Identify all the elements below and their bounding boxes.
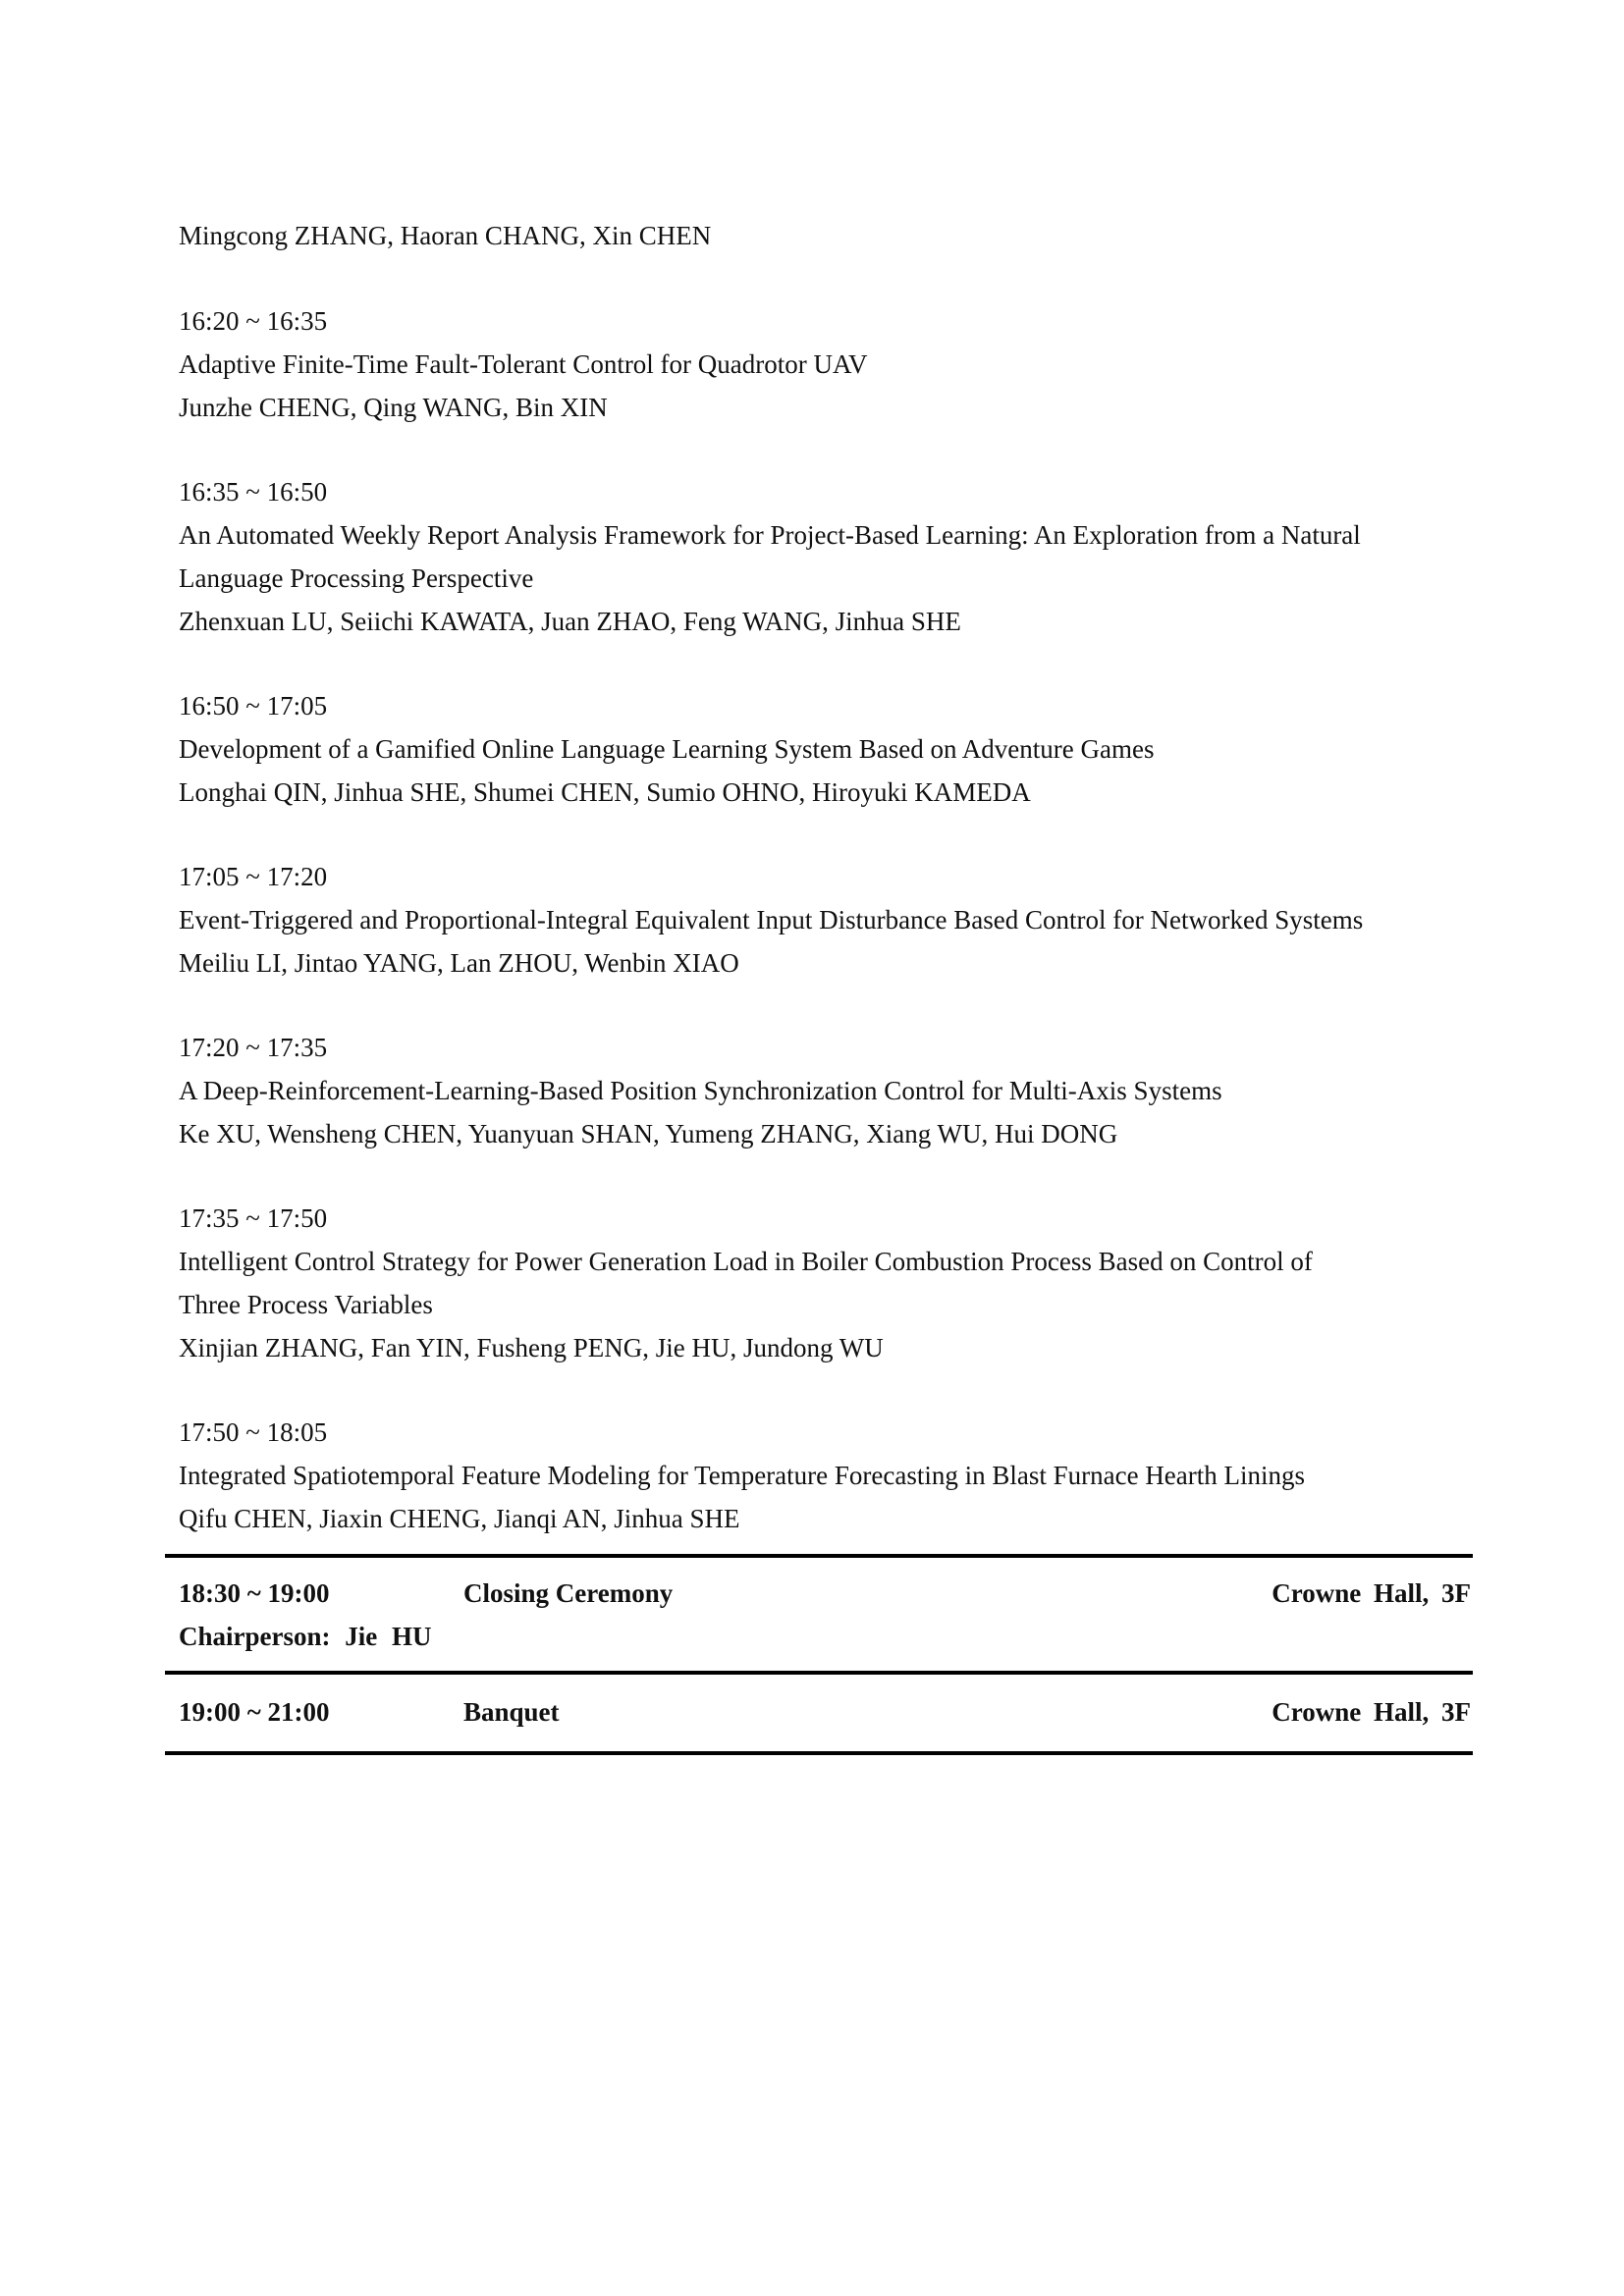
event-venue: Crowne Hall, 3F (1272, 1697, 1471, 1727)
paper-time: 17:20 ~ 17:35 (179, 1033, 328, 1062)
event-name: Closing Ceremony (463, 1578, 674, 1608)
paper-time: 17:35 ~ 17:50 (179, 1203, 328, 1233)
continued-paper-authors: Mingcong ZHANG, Haoran CHANG, Xin CHEN (179, 221, 712, 250)
paper-title: Adaptive Finite-Time Fault-Tolerant Control for Quadrotor UAV (179, 349, 868, 379)
paper-time: 16:35 ~ 16:50 (179, 477, 328, 507)
closing-ceremony-row (179, 1572, 1471, 1658)
event-time: 18:30 ~ 19:00 (179, 1578, 330, 1608)
paper-authors: Zhenxuan LU, Seiichi KAWATA, Juan ZHAO, Feng WANG, Jinhua SHE (179, 607, 961, 636)
paper-title: Event-Triggered and Proportional-Integral Equivalent Input Disturbance Based Control for Networked Systems (179, 905, 1364, 934)
paper-time: 17:50 ~ 18:05 (179, 1417, 328, 1447)
paper-entry (179, 1026, 1471, 1155)
paper-entry (179, 684, 1471, 814)
event-chairperson: Chairperson: Jie HU (179, 1622, 432, 1651)
paper-title: A Deep-Reinforcement-Learning-Based Position Synchronization Control for Multi-Axis Systems (179, 1076, 1222, 1105)
section-divider (165, 1554, 1473, 1558)
paper-time: 16:50 ~ 17:05 (179, 691, 328, 721)
paper-title: Intelligent Control Strategy for Power Generation Load in Boiler Combustion Process Based on Control of (179, 1247, 1313, 1276)
paper-authors: Xinjian ZHANG, Fan YIN, Fusheng PENG, Jie HU, Jundong WU (179, 1333, 884, 1362)
paper-entry (179, 1411, 1471, 1540)
paper-title: Development of a Gamified Online Language Learning System Based on Adventure Games (179, 734, 1155, 764)
paper-title-continued: Three Process Variables (179, 1290, 433, 1319)
paper-authors: Meiliu LI, Jintao YANG, Lan ZHOU, Wenbin XIAO (179, 948, 739, 978)
paper-title: Integrated Spatiotemporal Feature Modeling for Temperature Forecasting in Blast Furnace Hearth Linings (179, 1461, 1306, 1490)
event-time: 19:00 ~ 21:00 (179, 1697, 330, 1727)
paper-title: An Automated Weekly Report Analysis Framework for Project-Based Learning: An Exploration from a Natural (179, 520, 1361, 550)
paper-entry (179, 299, 1471, 429)
event-name: Banquet (463, 1697, 560, 1727)
banquet-row (179, 1690, 1471, 1734)
section-divider (165, 1751, 1473, 1755)
paper-authors: Junzhe CHENG, Qing WANG, Bin XIN (179, 393, 608, 422)
paper-time: 16:20 ~ 16:35 (179, 306, 328, 336)
paper-authors: Ke XU, Wensheng CHEN, Yuanyuan SHAN, Yumeng ZHANG, Xiang WU, Hui DONG (179, 1119, 1118, 1148)
event-venue: Crowne Hall, 3F (1272, 1578, 1471, 1608)
paper-entry (179, 470, 1471, 643)
paper-authors: Longhai QIN, Jinhua SHE, Shumei CHEN, Sumio OHNO, Hiroyuki KAMEDA (179, 777, 1031, 807)
paper-title-continued: Language Processing Perspective (179, 563, 534, 593)
paper-entry (179, 1197, 1471, 1369)
paper-entry (179, 855, 1471, 985)
paper-authors: Qifu CHEN, Jiaxin CHENG, Jianqi AN, Jinhua SHE (179, 1504, 740, 1533)
paper-time: 17:05 ~ 17:20 (179, 862, 328, 891)
section-divider (165, 1671, 1473, 1675)
